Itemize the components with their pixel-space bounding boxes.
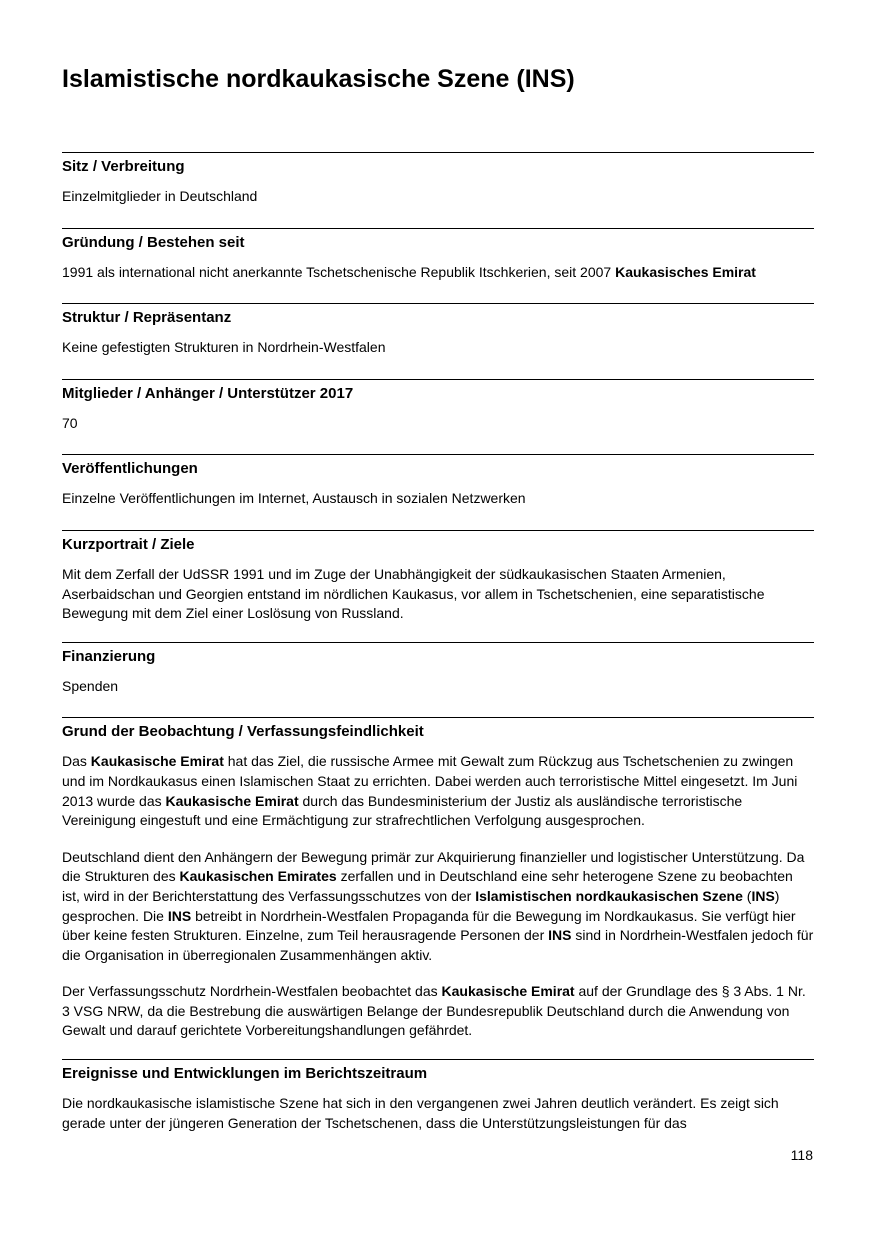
section-body: 70 bbox=[62, 414, 78, 431]
section-heading: Grund der Beobachtung / Verfassungsfeindlichkeit bbox=[62, 723, 424, 741]
section-struktur bbox=[62, 303, 814, 358]
section-body: Mit dem Zerfall der UdSSR 1991 und im Zuge der Unabhängigkeit der südkaukasischen Staaten Armenien, Aserbaidschan und Georgien entstand im nördlichen Kaukasus, vor allem in Tschetschenien, eine separatistische Bewegung mit dem Ziel einer Loslösung von Russland. bbox=[62, 565, 765, 622]
section-heading: Gründung / Bestehen seit bbox=[62, 233, 245, 251]
section-body: Einzelne Veröffentlichungen im Internet, Austausch in sozialen Netzwerken bbox=[62, 490, 526, 507]
section-mitglieder bbox=[62, 379, 814, 434]
section-kurzportrait bbox=[62, 530, 814, 624]
page-number: 118 bbox=[790, 1147, 813, 1163]
section-gruendung bbox=[62, 228, 814, 283]
section-body: Die nordkaukasische islamistische Szene hat sich in den vergangenen zwei Jahren deutlich verändert. Es zeigt sich gerade unter der jüngeren Generation der Tschetschenen, dass die Unterstützungsleistungen für das bbox=[62, 1095, 779, 1131]
profile-sections bbox=[62, 152, 814, 1133]
paragraph: Das Kaukasische Emirat hat das Ziel, die russische Armee mit Gewalt zum Rückzug aus Tschetschenien zu zwingen und im Nordkaukasus einen Islamischen Staat zu errichten. Dabei werden auch terroristische Mittel eingesetzt. Im Juni 2013 wurde das Kaukasische Emirat durch das Bundesministerium der Justiz als ausländische terroristische Vereinigung eingestuft und eine Ermächtigung zur strafrechtlichen Verfolgung ausgesprochen. bbox=[62, 753, 798, 829]
section-body: Spenden bbox=[62, 677, 119, 694]
section-body: 1991 als international nicht anerkannte Tschetschenische Republik Itschkerien, seit 2007 Kaukasisches Emirat bbox=[62, 263, 756, 280]
section-grund bbox=[62, 717, 814, 1041]
section-body bbox=[62, 752, 814, 1041]
section-body: Keine gefestigten Strukturen in Nordrhein-Westfalen bbox=[62, 339, 386, 356]
section-veroeffentlichungen bbox=[62, 454, 814, 509]
paragraph: Der Verfassungsschutz Nordrhein-Westfalen beobachtet das Kaukasische Emirat auf der Grundlage des § 3 Abs. 1 Nr. 3 VSG NRW, da die Bestrebung die auswärtigen Belange der Bundesrepublik Deutschland durch die Anwendung von Gewalt und darauf gerichtete Vorbereitungshandlungen gefährdet. bbox=[62, 983, 806, 1039]
section-heading: Struktur / Repräsentanz bbox=[62, 309, 232, 327]
section-heading: Mitglieder / Anhänger / Unterstützer 2017 bbox=[62, 384, 354, 402]
section-body: Einzelmitglieder in Deutschland bbox=[62, 188, 258, 204]
section-heading: Veröffentlichungen bbox=[62, 460, 198, 478]
section-heading: Kurzportrait / Ziele bbox=[62, 535, 195, 553]
section-finanzierung bbox=[62, 642, 814, 697]
section-ereignisse bbox=[62, 1059, 814, 1133]
paragraph: Deutschland dient den Anhängern der Bewegung primär zur Akquirierung finanzieller und logistischer Unterstützung. Da die Strukturen des Kaukasischen Emirates zerfallen und in Deutschland eine sehr heterogene Szene zu beobachten ist, wird in der Berichterstattung des Verfassungsschutzes von der Islamistischen nordkaukasischen Szene (INS) gesprochen. Die INS betreibt in Nordrhein-Westfalen Propaganda für die Bewegung im Nordkaukasus. Sie verfügt hier über keine festen Strukturen. Einzelne, zum Teil herausragende Personen der INS sind in Nordrhein-Westfalen jedoch für die Organisation in überregionalen Zusammenhängen aktiv. bbox=[62, 848, 814, 963]
section-heading: Ereignisse und Entwicklungen im Berichtszeitraum bbox=[62, 1065, 428, 1083]
section-heading: Finanzierung bbox=[62, 647, 156, 665]
section-sitz bbox=[62, 152, 814, 207]
section-heading: Sitz / Verbreitung bbox=[62, 158, 185, 175]
page-title: Islamistische nordkaukasische Szene (INS) bbox=[62, 65, 575, 93]
